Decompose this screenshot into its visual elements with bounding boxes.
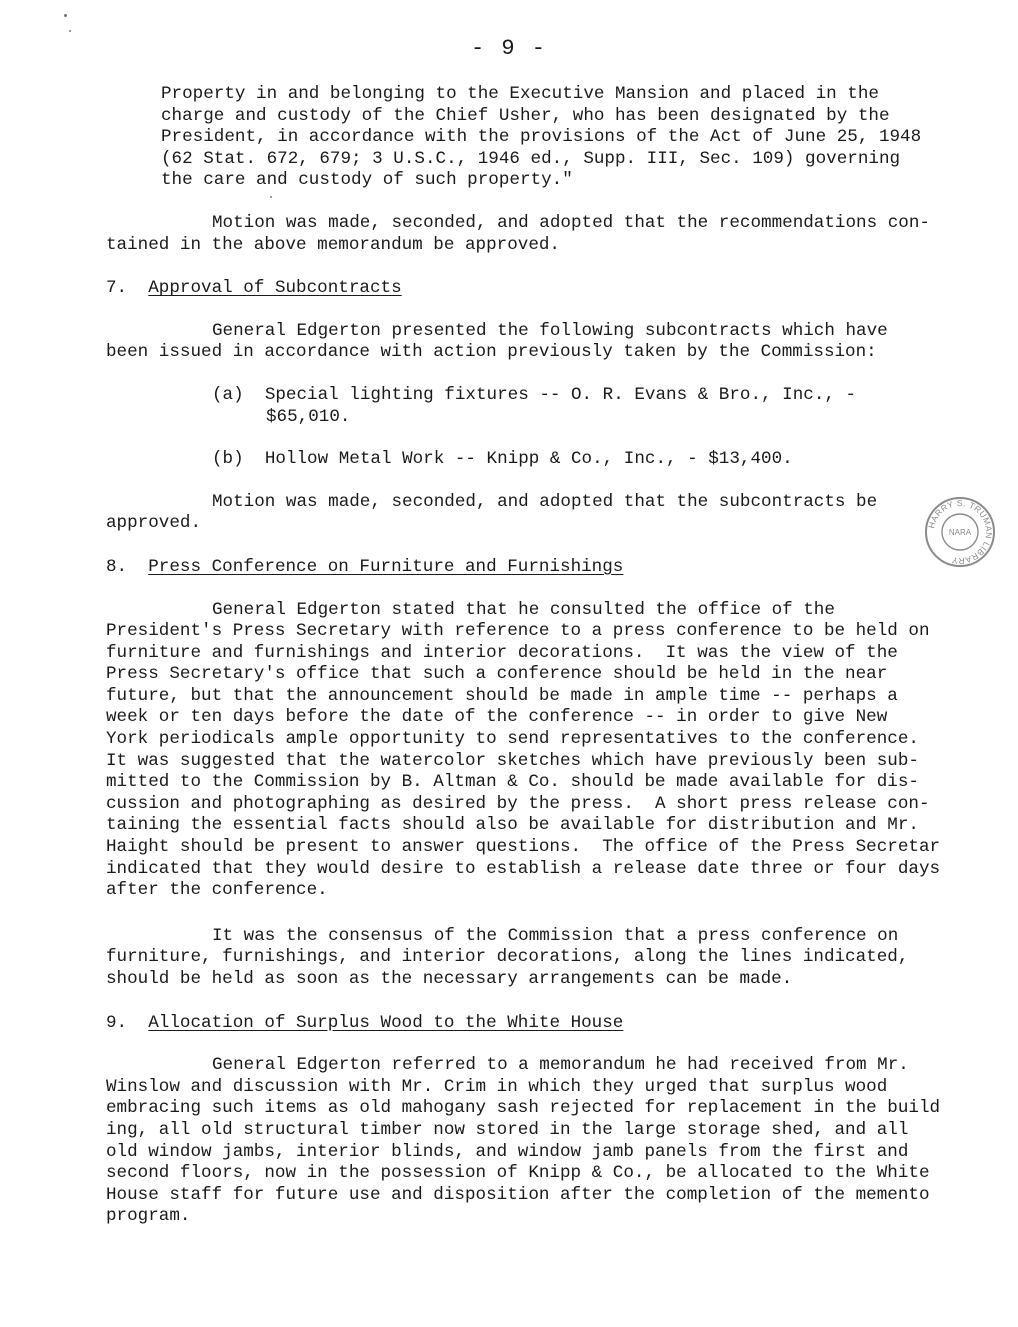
motion-line: Motion was made, seconded, and adopted that the recommendations con-	[212, 212, 930, 233]
item-label: (a)	[212, 384, 244, 405]
paragraph-line: House staff for future use and disposition after the completion of the memento	[106, 1184, 930, 1205]
paragraph-line: program.	[106, 1206, 191, 1227]
motion-line: approved.	[106, 513, 202, 534]
section-title: Approval of Subcontracts	[148, 278, 402, 299]
paragraph-line: mitted to the Commission by B. Altman & Co. should be made available for dis-	[106, 772, 919, 793]
paragraph-line: President's Press Secretary with reference to a press conference to be held on	[106, 621, 930, 642]
paragraph-line: ing, all old structural timber now stored in the large storage shed, and all	[106, 1119, 909, 1140]
intro-line: Property in and belonging to the Executive Mansion and placed in the	[161, 84, 879, 104]
stamp-center-text: NARA	[948, 528, 972, 537]
item-text: Special lighting fixtures -- O. R. Evans & Bro., Inc., -	[264, 384, 857, 405]
paragraph-line: Press Secretary's office that such a conference should be held in the near	[106, 664, 888, 685]
paragraph-line: embracing such items as old mahogany sash rejected for replacement in the build	[106, 1098, 941, 1119]
paragraph-line: General Edgerton stated that he consulted the office of the	[212, 599, 835, 620]
section-number: 9.	[106, 1012, 128, 1033]
section-8	[106, 557, 956, 991]
paragraph-line: week or ten days before the date of the conference -- in order to give New	[106, 707, 888, 728]
motion-line: Motion was made, seconded, and adopted that the subcontracts be	[212, 491, 878, 512]
subcontract-line	[106, 385, 956, 407]
intro-line: (62 Stat. 672, 679; 3 U.S.C., 1946 ed., Supp. III, Sec. 109) governing	[161, 148, 901, 169]
paragraph-line: It was suggested that the watercolor sketches which have previously been sub-	[106, 750, 919, 771]
scan-speck	[64, 14, 67, 17]
paragraph-line: future, but that the announcement should be made in ample time -- perhaps a	[106, 685, 898, 706]
section-9	[106, 1013, 956, 1228]
subcontract-line: $65,010.	[266, 406, 351, 427]
section-heading	[106, 278, 956, 300]
intro-line: the care and custody of such property."	[161, 170, 573, 191]
section-heading	[106, 557, 956, 579]
section-heading	[106, 1013, 956, 1035]
item-text: Hollow Metal Work -- Knipp & Co., Inc., - $13,400.	[264, 449, 793, 470]
subcontract-item-a	[106, 385, 956, 428]
motion-line: tained in the above memorandum be approved.	[106, 234, 560, 255]
library-stamp	[922, 494, 998, 570]
stamp-ring-text: HARRY S. TRUMAN LIBRARY	[926, 497, 995, 567]
paragraph-line: Winslow and discussion with Mr. Crim in which they urged that surplus wood	[106, 1076, 888, 1097]
page-number: - 9 -	[470, 36, 547, 61]
paragraph-line: second floors, now in the possession of Knipp & Co., be allocated to the White	[106, 1163, 930, 1184]
paragraph-line: Haight should be present to answer questions. The office of the Press Secretar	[106, 837, 941, 858]
paragraph-line: General Edgerton referred to a memorandum he had received from Mr.	[212, 1055, 909, 1076]
intro-paragraph	[106, 84, 956, 192]
intro-line: charge and custody of the Chief Usher, who has been designated by the	[161, 105, 890, 126]
scan-speck	[69, 30, 71, 32]
document-body	[106, 84, 956, 1228]
section-title: Allocation of Surplus Wood to the White House	[148, 1012, 624, 1033]
item-label: (b)	[212, 449, 244, 470]
scan-speck	[270, 196, 272, 198]
section-title: Press Conference on Furniture and Furnishings	[148, 556, 624, 577]
paragraph-line: indicated that they would desire to establish a release date three or four days	[106, 858, 941, 879]
paragraph-line: furniture, furnishings, and interior decorations, along the lines indicated,	[106, 947, 909, 968]
subcontract-line	[106, 449, 956, 471]
paragraph-line: after the conference.	[106, 880, 328, 901]
motion-memorandum	[106, 213, 956, 256]
paragraph-line: furniture and furnishings and interior decorations. It was the view of the	[106, 642, 898, 663]
paragraph-line: York periodicals ample opportunity to send representatives to the conference.	[106, 729, 919, 750]
section-text-line: General Edgerton presented the following subcontracts which have	[212, 320, 888, 341]
paragraph-line: taining the essential facts should also be available for distribution and Mr.	[106, 815, 919, 836]
paragraph-line: It was the consensus of the Commission that a press conference on	[212, 925, 899, 946]
section-text-line: been issued in accordance with action previously taken by the Commission:	[106, 342, 877, 363]
section-7	[106, 278, 956, 535]
paragraph-line: old window jambs, interior blinds, and window jamb panels from the first and	[106, 1141, 909, 1162]
subcontract-item-b	[106, 449, 956, 471]
intro-line: President, in accordance with the provisions of the Act of June 25, 1948	[161, 127, 922, 148]
paragraph-line: cussion and photographing as desired by the press. A short press release con-	[106, 793, 930, 814]
paragraph-line: should be held as soon as the necessary arrangements can be made.	[106, 969, 793, 989]
section-number: 8.	[106, 556, 128, 577]
section-number: 7.	[106, 278, 128, 299]
